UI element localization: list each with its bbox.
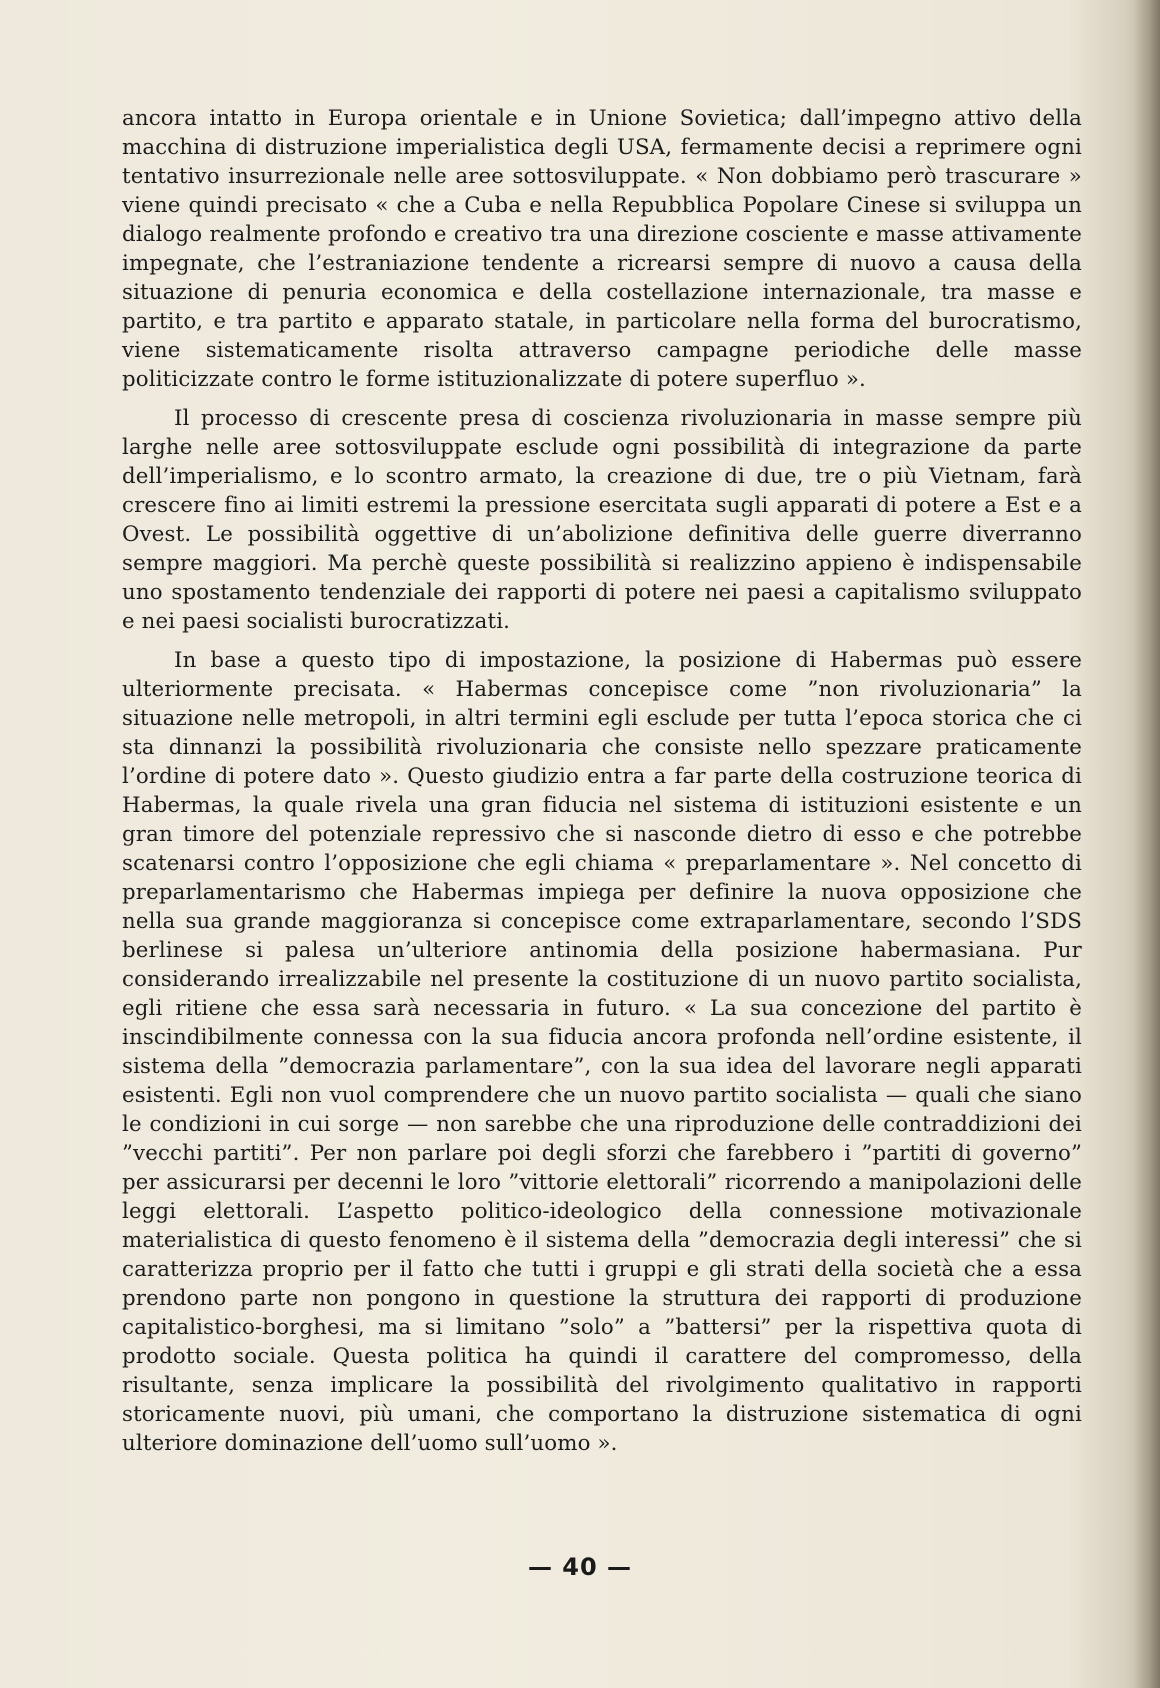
page-number: — 40 — [527, 1553, 633, 1581]
paragraph-2: Il processo di crescente presa di coscienza rivoluzionaria in masse sempre più larghe nelle aree sottosviluppate esclude ogni possibilità di integrazione da parte dell’imperialismo, e lo scontro armato, la creazione di due, tre o più Vietnam, farà crescere fino ai limiti estremi la pressione esercitata sugli apparati di potere a Est e a Ovest. Le possibilità oggettive di un’abolizione definitiva delle guerre diverranno sempre maggiori. Ma perchè queste possibilità si realizzino appieno è indispensabile uno spostamento tendenziale dei rapporti di potere nei paesi a capitalismo sviluppato e nei paesi socialisti burocratizzati. [122, 406, 1082, 634]
page-edge-shadow [1134, 0, 1160, 1688]
body-text [122, 104, 1082, 1458]
paragraph-3: In base a questo tipo di impostazione, la posizione di Habermas può essere ulteriormente precisata. « Habermas concepisce come ”non rivoluzionaria” la situazione nelle metropoli, in altri termini egli esclude per tutta l’epoca storica che ci sta dinnanzi la possibilità rivoluzionaria che consiste nello spezzare praticamente l’ordine di potere dato ». Questo giudizio entra a far parte della costruzione teorica di Habermas, la quale rivela una gran fiducia nel sistema di istituzioni esistente e un gran timore del potenziale repressivo che si nasconde dietro di esso e che potrebbe scatenarsi contro l’opposizione che egli chiama « preparlamentare ». Nel concetto di preparlamentarismo che Habermas impiega per definire la nuova opposizione che nella sua grande maggioranza si concepisce come extraparlamentare, secondo l’SDS berlinese si palesa un’ulteriore antinomia della posizione habermasiana. Pur considerando irrealizzabile nel presente la costituzione di un nuovo partito socialista, egli ritiene che essa sarà necessaria in futuro. « La sua concezione del partito è inscindibilmente connessa con la sua fiducia ancora profonda nell’ordine esistente, il sistema della ”democrazia parlamentare”, con la sua idea del lavorare negli apparati esistenti. Egli non vuol comprendere che un nuovo partito socialista — quali che siano le condizioni in cui sorge — non sarebbe che una riproduzione delle contraddizioni dei ”vecchi partiti”. Per non parlare poi degli sforzi che farebbero i ”partiti di governo” per assicurarsi per decenni le loro ”vittorie elettorali” ricorrendo a manipolazioni delle leggi elettorali. L’aspetto politico-ideologico della connessione motivazionale materialistica di questo fenomeno è il sistema della ”democrazia degli interessi” che si caratterizza proprio per il fatto che tutti i gruppi e gli strati della società che a essa prendono parte non pongono in questione la struttura dei rapporti di produzione capitalistico-borghesi, ma si limitano ”solo” a ”battersi” per la rispettiva quota di prodotto sociale. Questa politica ha quindi il carattere del compromesso, della risultante, senza implicare la possibilità del rivolgimento qualitativo in rapporti storicamente nuovi, più umani, che comportano la distruzione sistematica di ogni ulteriore dominazione dell’uomo sull’uomo ». [122, 648, 1082, 1456]
paragraph-1: ancora intatto in Europa orientale e in Unione Sovietica; dall’impegno attivo della macchina di distruzione imperialistica degli USA, fermamente decisi a reprimere ogni tentativo insurrezionale nelle aree sottosviluppate. « Non dobbiamo però trascurare » viene quindi precisato « che a Cuba e nella Repubblica Popolare Cinese si sviluppa un dialogo realmente profondo e creativo tra una direzione cosciente e masse attivamente impegnate, che l’estraniazione tendente a ricrearsi sempre di nuovo a causa della situazione di penuria economica e della costellazione internazionale, tra masse e partito, e tra partito e apparato statale, in particolare nella forma del burocratismo, viene sistematicamente risolta attraverso campagne periodiche delle masse politicizzate contro le forme istituzionalizzate di potere superfluo ». [122, 106, 1082, 392]
